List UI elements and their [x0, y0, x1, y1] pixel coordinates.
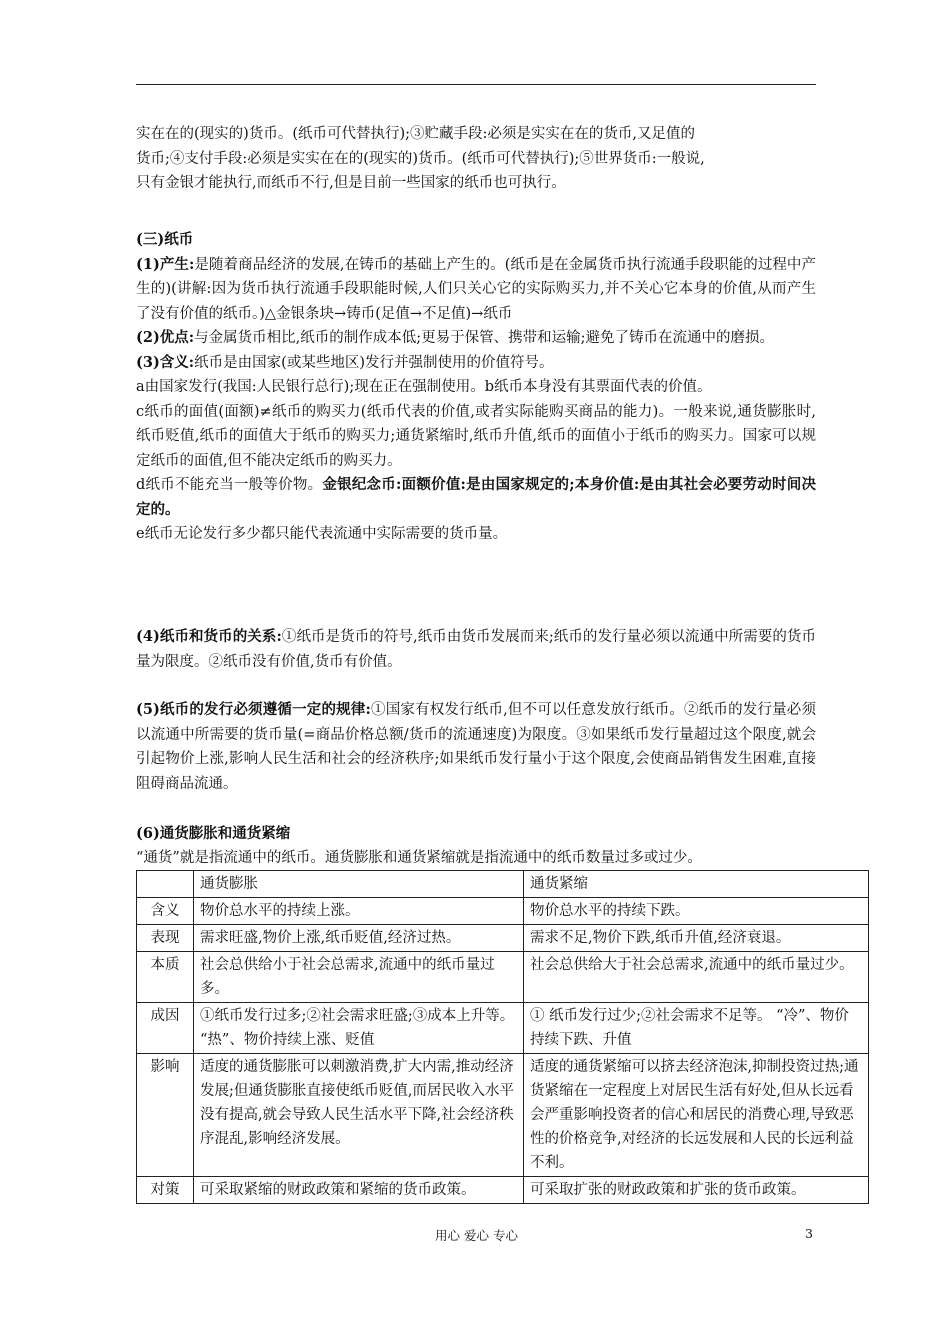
- issuance-text: ①国家有权发行纸币,但不可以任意发放行纸币。②纸币的发行量必须以流通中所需要的货币量(=商品价格总额/货币的流通速度)为限度。③如果纸币发行量超过这个限度,就会引起物价上涨,影响人民生活和社会的经济秩序;如果纸币发行量小于这个限度,会使商品销售发生困难,直接阻碍商品流通。: [136, 702, 816, 792]
- deflation-cell: 物价总水平的持续下跌。: [524, 898, 869, 925]
- meaning-e: e纸币无论发行多少都只能代表流通中实际需要的货币量。: [136, 526, 508, 542]
- meaning-a: a由国家发行(我国:人民银行总行);现在正在强制使用。b纸币本身没有其票面代表的价值。: [136, 379, 712, 395]
- header-cell-empty: [137, 871, 194, 898]
- intro-line-3: 只有金银才能执行,而纸币不行,但是目前一些国家的纸币也可执行。: [136, 175, 566, 191]
- origin-paragraph: [136, 253, 816, 327]
- inflation-intro: “通货”就是指流通中的纸币。通货膨胀和通货紧缩就是指流通中的纸币数量过多或过少。: [136, 849, 702, 866]
- deflation-cell: 需求不足,物价下跌,纸币升值,经济衰退。: [524, 925, 869, 952]
- intro-line-2: 货币;④支付手段:必须是实实在在的(现实的)货币。(纸币可代替执行);⑤世界货币:一般说,: [136, 150, 705, 167]
- table-row: [137, 1003, 869, 1054]
- advantage-paragraph: [136, 326, 816, 351]
- row-label: 含义: [137, 898, 194, 925]
- advantage-label: (2)优点:: [136, 329, 195, 346]
- inflation-title: (6)通货膨胀和通货紧缩: [136, 825, 291, 842]
- deflation-cell: 社会总供给大于社会总需求,流通中的纸币量过少。: [524, 952, 869, 1003]
- inflation-cell: 适度的通货膨胀可以刺激消费,扩大内需,推动经济发展;但通货膨胀直接使纸币贬值,而居民收入水平没有提高,就会导致人民生活水平下降,社会经济秩序混乱,影响经济发展。: [194, 1054, 524, 1177]
- inflation-section: [136, 822, 816, 869]
- meaning-label: (3)含义:: [136, 353, 195, 371]
- inflation-cell: ①纸币发行过多;②社会需求旺盛;③成本上升等。 “热”、物价持续上涨、贬值: [194, 1003, 524, 1054]
- footer-motto: 用心 爱心 专心: [435, 1228, 518, 1243]
- page-number: 3: [805, 1226, 813, 1241]
- row-label: 成因: [137, 1003, 194, 1054]
- deflation-cell: ① 纸币发行过少;②社会需求不足等。 “冷”、物价持续下跌、升值: [524, 1003, 869, 1054]
- origin-text: 是随着商品经济的发展,在铸币的基础上产生的。(纸币是在金属货币执行流通手段职能的过程中产生的)(讲解:因为货币执行流通手段职能时候,人们只关心它的实际购买力,并不关心它本身的价值,从而产生了没有价值的纸币。)△金银条块→铸币(足值→不足值)→纸币: [136, 256, 816, 322]
- meaning-paragraph: [136, 351, 816, 376]
- row-label: 影响: [137, 1054, 194, 1177]
- row-label: 本质: [137, 952, 194, 1003]
- issuance-paragraph: [136, 698, 816, 796]
- meaning-c: c纸币的面值(面额)≠纸币的购买力(纸币代表的价值,或者实际能购买商品的能力)。一般来说,通货膨胀时,纸币贬值,纸币的面值大于纸币的购买力;通货紧缩时,纸币升值,纸币的面值小于纸币的购买力。国家可以规定纸币的面值,但不能决定纸币的购买力。: [136, 403, 816, 469]
- relation-text: ①纸币是货币的符号,纸币由货币发展而来;纸币的发行量必须以流通中所需要的货币量为限度。②纸币没有价值,货币有价值。: [136, 629, 816, 670]
- deflation-cell: 可采取扩张的财政政策和扩张的货币政策。: [524, 1177, 869, 1204]
- meaning-text: 纸币是由国家(或某些地区)发行并强制使用的价值符号。: [194, 354, 554, 371]
- relation-paragraph: [136, 625, 816, 674]
- intro-paragraph: [136, 122, 816, 196]
- table-row: [137, 898, 869, 925]
- header-rule: [136, 84, 816, 85]
- meaning-d: d纸币不能充当一般等价物。: [136, 477, 323, 493]
- meaning-d-paragraph: [136, 473, 816, 522]
- inflation-cell: 可采取紧缩的财政政策和紧缩的货币政策。: [194, 1177, 524, 1204]
- advantage-text: 与金属货币相比,纸币的制作成本低;更易于保管、携带和运输;避免了铸币在流通中的磨损。: [194, 330, 775, 346]
- row-label: 表现: [137, 925, 194, 952]
- inflation-cell: 社会总供给小于社会总需求,流通中的纸币量过多。: [194, 952, 524, 1003]
- deflation-cell: 适度的通货紧缩可以挤去经济泡沫,抑制投资过热;通货紧缩在一定程度上对居民生活有好处,但从长远看会严重影响投资者的信心和居民的消费心理,导致恶性的价格竞争,对经济的长远发展和人民的长远利益不利。: [524, 1054, 869, 1177]
- table-row: [137, 952, 869, 1003]
- inflation-cell: 物价总水平的持续上涨。: [194, 898, 524, 925]
- table-header-row: [137, 871, 869, 898]
- table-row: [137, 925, 869, 952]
- table-row: [137, 1054, 869, 1177]
- relation-label: (4)纸币和货币的关系:: [136, 628, 282, 645]
- table-row: [137, 1177, 869, 1204]
- section-3: [136, 228, 816, 547]
- issuance-label: (5)纸币的发行必须遵循一定的规律:: [136, 701, 371, 718]
- header-cell-inflation: 通货膨胀: [194, 871, 524, 898]
- origin-label: (1)产生:: [136, 255, 195, 273]
- intro-line-1: 实在在的(现实的)货币。(纸币可代替执行);③贮藏手段:必须是实实在在的货币,又足值的: [136, 126, 696, 142]
- commemorative-coin-note: 金银纪念币:面额价值:是由国家规定的;本身价值:是由其社会必要劳动时间决定的。: [136, 476, 816, 518]
- comparison-table: [136, 870, 869, 1204]
- inflation-cell: 需求旺盛,物价上涨,纸币贬值,经济过热。: [194, 925, 524, 952]
- section-title: (三)纸币: [136, 231, 194, 248]
- row-label: 对策: [137, 1177, 194, 1204]
- header-cell-deflation: 通货紧缩: [524, 871, 869, 898]
